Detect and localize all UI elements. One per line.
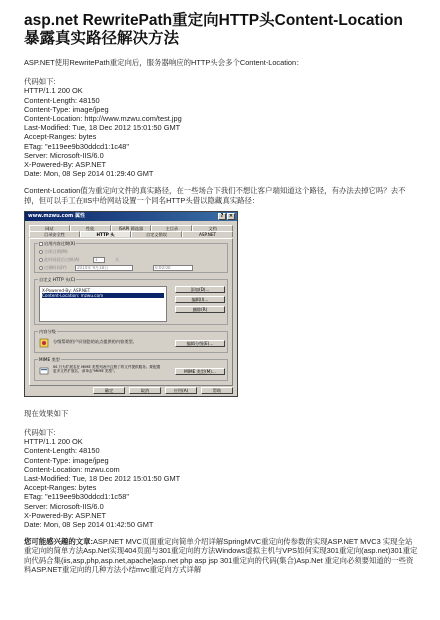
code-line: HTTP/1.1 200 OK [24,437,83,447]
radio-icon [39,266,43,270]
rating-icon [39,338,49,348]
tab-dir-security[interactable]: 目录安全性 [29,231,80,237]
list-item-selected[interactable]: Content-Location: mzwu.com [42,293,164,298]
checkbox-icon [39,242,43,246]
delete-header-button[interactable]: 删除(R) [175,306,225,313]
code-line: Accept-Ranges: bytes [24,132,97,142]
code-block-before [24,77,418,178]
tab-strip [29,225,233,237]
code-line: Date: Mon, 08 Sep 2014 01:42:50 GMT [24,520,154,530]
add-header-button[interactable]: 添加(D)... [175,286,225,293]
code-line: Content-Location: http://www.mzwu.com/test.jpg [24,114,182,124]
code-line: Server: Microsoft-IIS/6.0 [24,150,104,160]
code-line: Content-Length: 48150 [24,446,100,456]
close-icon[interactable]: × [228,212,234,219]
mime-icon [39,366,49,376]
related-label: 您可能感兴趣的文章: [24,537,93,547]
radio-label: 立即过期(M) [44,248,68,254]
radio-icon [39,258,43,262]
help-icon[interactable]: ? [218,213,226,220]
expire-on-radio[interactable] [39,265,67,270]
iis-dialog-screenshot [24,211,238,397]
related-links[interactable]: ASP.NET MVC页面重定向简单介绍详解SpringMVC重定向传参数的实现ASP.NET MVC3 实现全站重定向的简单方法Asp.Net实现404页面与301重定向的方法Windows虚拟主机与VPS如何实现301重定向(asp.net)301重定向代码合集(iis,asp,php,asp.net,apache)asp.net php asp jsp 301重定向的代码(集合)Asp.Net 重定向必须要知道的一些资料ASP.NET重定向的几种方法小结mvc重定向方式详解 [24,537,418,574]
expire-time-input[interactable]: 0:00:00 [153,265,193,271]
code-line: X-Powered-By: ASP.NET [24,160,107,170]
rating-description: 分级帮助用户识别您的站点提供的内容类型。 [53,338,137,344]
list-item[interactable]: X-Powered-By: ASP.NET [42,287,91,293]
explanation-text: Content-Location值为重定向文件的真实路径，在一些场合下我们不想让客户端知道这个路径，有办法去掉它吗？去不掉，但可以手工在IIS中给网站设置一个同名HTTP头借以隐藏真实路径： [24,186,406,205]
expire-now-radio[interactable] [39,249,68,254]
code-block-after [24,428,418,529]
radio-label: 过期时间(Y) [44,264,67,270]
edit-header-button[interactable]: 编辑(I)... [175,296,225,303]
expire-days-unit: 天 [115,256,120,262]
related-articles [24,537,418,574]
content-rating-label: 内容分级 [39,328,56,334]
tab-documents[interactable]: 文档 [192,225,233,231]
code-line: Date: Mon, 08 Sep 2014 01:29:40 GMT [24,169,154,179]
tab-isapi[interactable]: ISAPI 筛选器 [111,225,152,231]
expire-after-radio[interactable] [39,257,79,262]
content-rating-group [34,328,228,353]
code-line: 代码如下: [24,428,56,438]
custom-headers-group [34,276,228,325]
tab-performance[interactable]: 性能 [70,225,111,231]
page-title: asp.net RewritePath重定向HTTP头Content-Location暴露真实路径解决方法 [24,12,403,47]
code-line: Accept-Ranges: bytes [24,483,97,493]
help-button[interactable]: 帮助 [201,387,233,394]
http-headers-panel [29,238,233,386]
code-line: Content-Length: 48150 [24,95,100,105]
code-line: ETag: "e119ee9b30ddcd1:1c48" [24,141,129,151]
code-line: Server: Microsoft-IIS/6.0 [24,501,104,511]
code-line: Last-Modified: Tue, 18 Dec 2012 15:01:50 GMT [24,474,181,484]
tab-aspnet[interactable]: ASP.NET [182,231,233,237]
dialog-titlebar [25,212,237,221]
code-line: HTTP/1.1 200 OK [24,86,83,96]
dialog-title: www.mzwu.com 属性 [28,212,85,219]
code-line: Content-Type: image/jpeg [24,104,109,114]
tab-home-dir[interactable]: 主目录 [151,225,192,231]
custom-headers-label: 自定义 HTTP 头(C) [39,276,76,282]
intro-text: ASP.NET使用RewritePath重定向后，服务器响应的HTTP头会多个Content-Location： [24,58,304,67]
mime-types-group [34,356,228,381]
mime-types-button[interactable]: MIME 类型(M)... [175,368,225,375]
expiry-label: 启用内容过期(X) [44,240,76,246]
expiry-group [34,240,228,273]
tab-website[interactable]: 网站 [29,225,70,231]
tab-http-headers[interactable]: HTTP 头 [80,231,131,237]
expiry-checkbox[interactable] [38,241,76,246]
expire-days-input[interactable]: 1 [93,257,105,263]
code-line: 代码如下: [24,77,56,87]
code-line: Last-Modified: Tue, 18 Dec 2012 15:01:50 GMT [24,123,181,133]
code-line: X-Powered-By: ASP.NET [24,510,107,520]
ok-button[interactable]: 确定 [93,387,125,394]
properties-dialog [24,211,238,397]
mime-types-label: MIME 类型 [39,356,60,362]
code-line: ETag: "e119ee9b30ddcd1:1c58" [24,492,129,502]
custom-headers-list[interactable] [39,286,167,322]
edit-rating-button[interactable]: 编辑分级(E)... [175,340,225,347]
mime-description: IIS 只为扩展名在 MIME 类型列表中注册了的文件提供服务。要配置更多文件扩展名，请单击"MIME 类型"。 [53,364,161,373]
cancel-button[interactable]: 取消 [129,387,161,394]
apply-button[interactable]: 应用(A) [165,387,197,394]
result-label: 现在效果如下 [24,408,69,418]
code-line: Content-Location: mzwu.com [24,464,120,474]
code-line: Content-Type: image/jpeg [24,455,109,465]
radio-label: 此时间段后过期(A) [44,256,80,262]
expire-date-picker[interactable]: 2014年 9月18日 [75,265,133,271]
tab-custom-errors[interactable]: 自定义错误 [131,231,182,237]
radio-icon [39,250,43,254]
